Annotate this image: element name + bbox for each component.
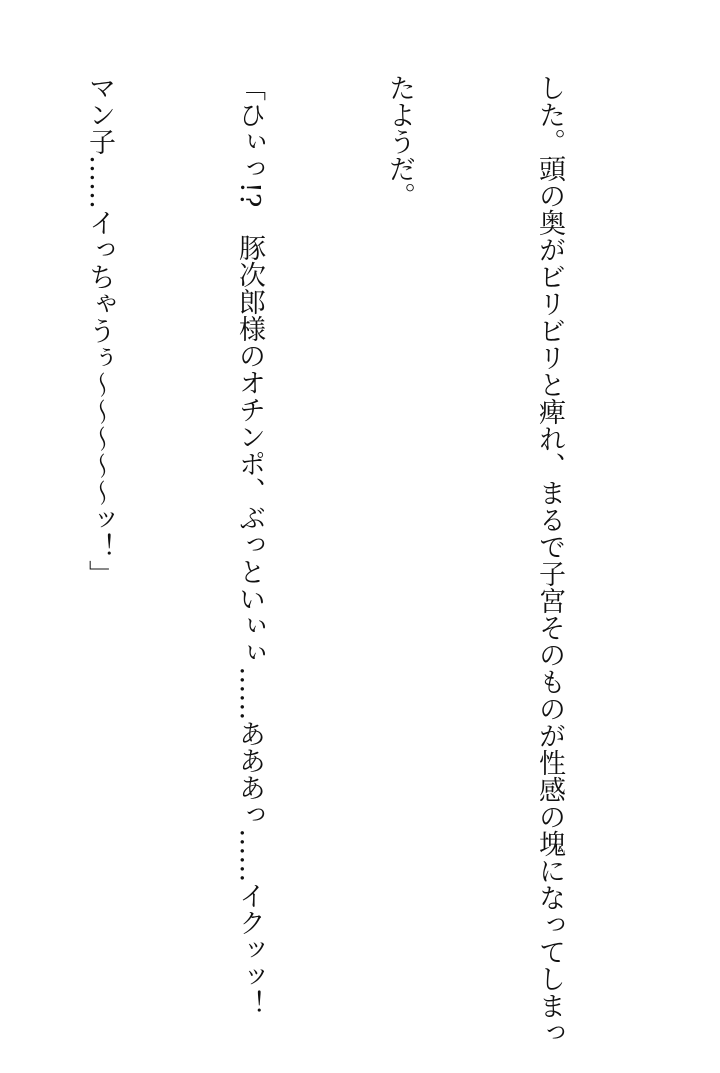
text-line-2: たようだ。 [384, 74, 415, 209]
text-line-4: マン子……イっちゃうぅ～～～～～ッ！」 [84, 74, 115, 587]
text-line-1: した。頭の奥がビリビリと痺れ、まるで子宮そのものが性感の塊になってしまっ [534, 74, 565, 1046]
text-line-3: 「ひぃっ!? 豚次郎様のオチンポ、ぶっといぃぃ……あああっ……イクッッ！ [234, 74, 265, 1018]
vertical-text-body [0, 74, 674, 1046]
